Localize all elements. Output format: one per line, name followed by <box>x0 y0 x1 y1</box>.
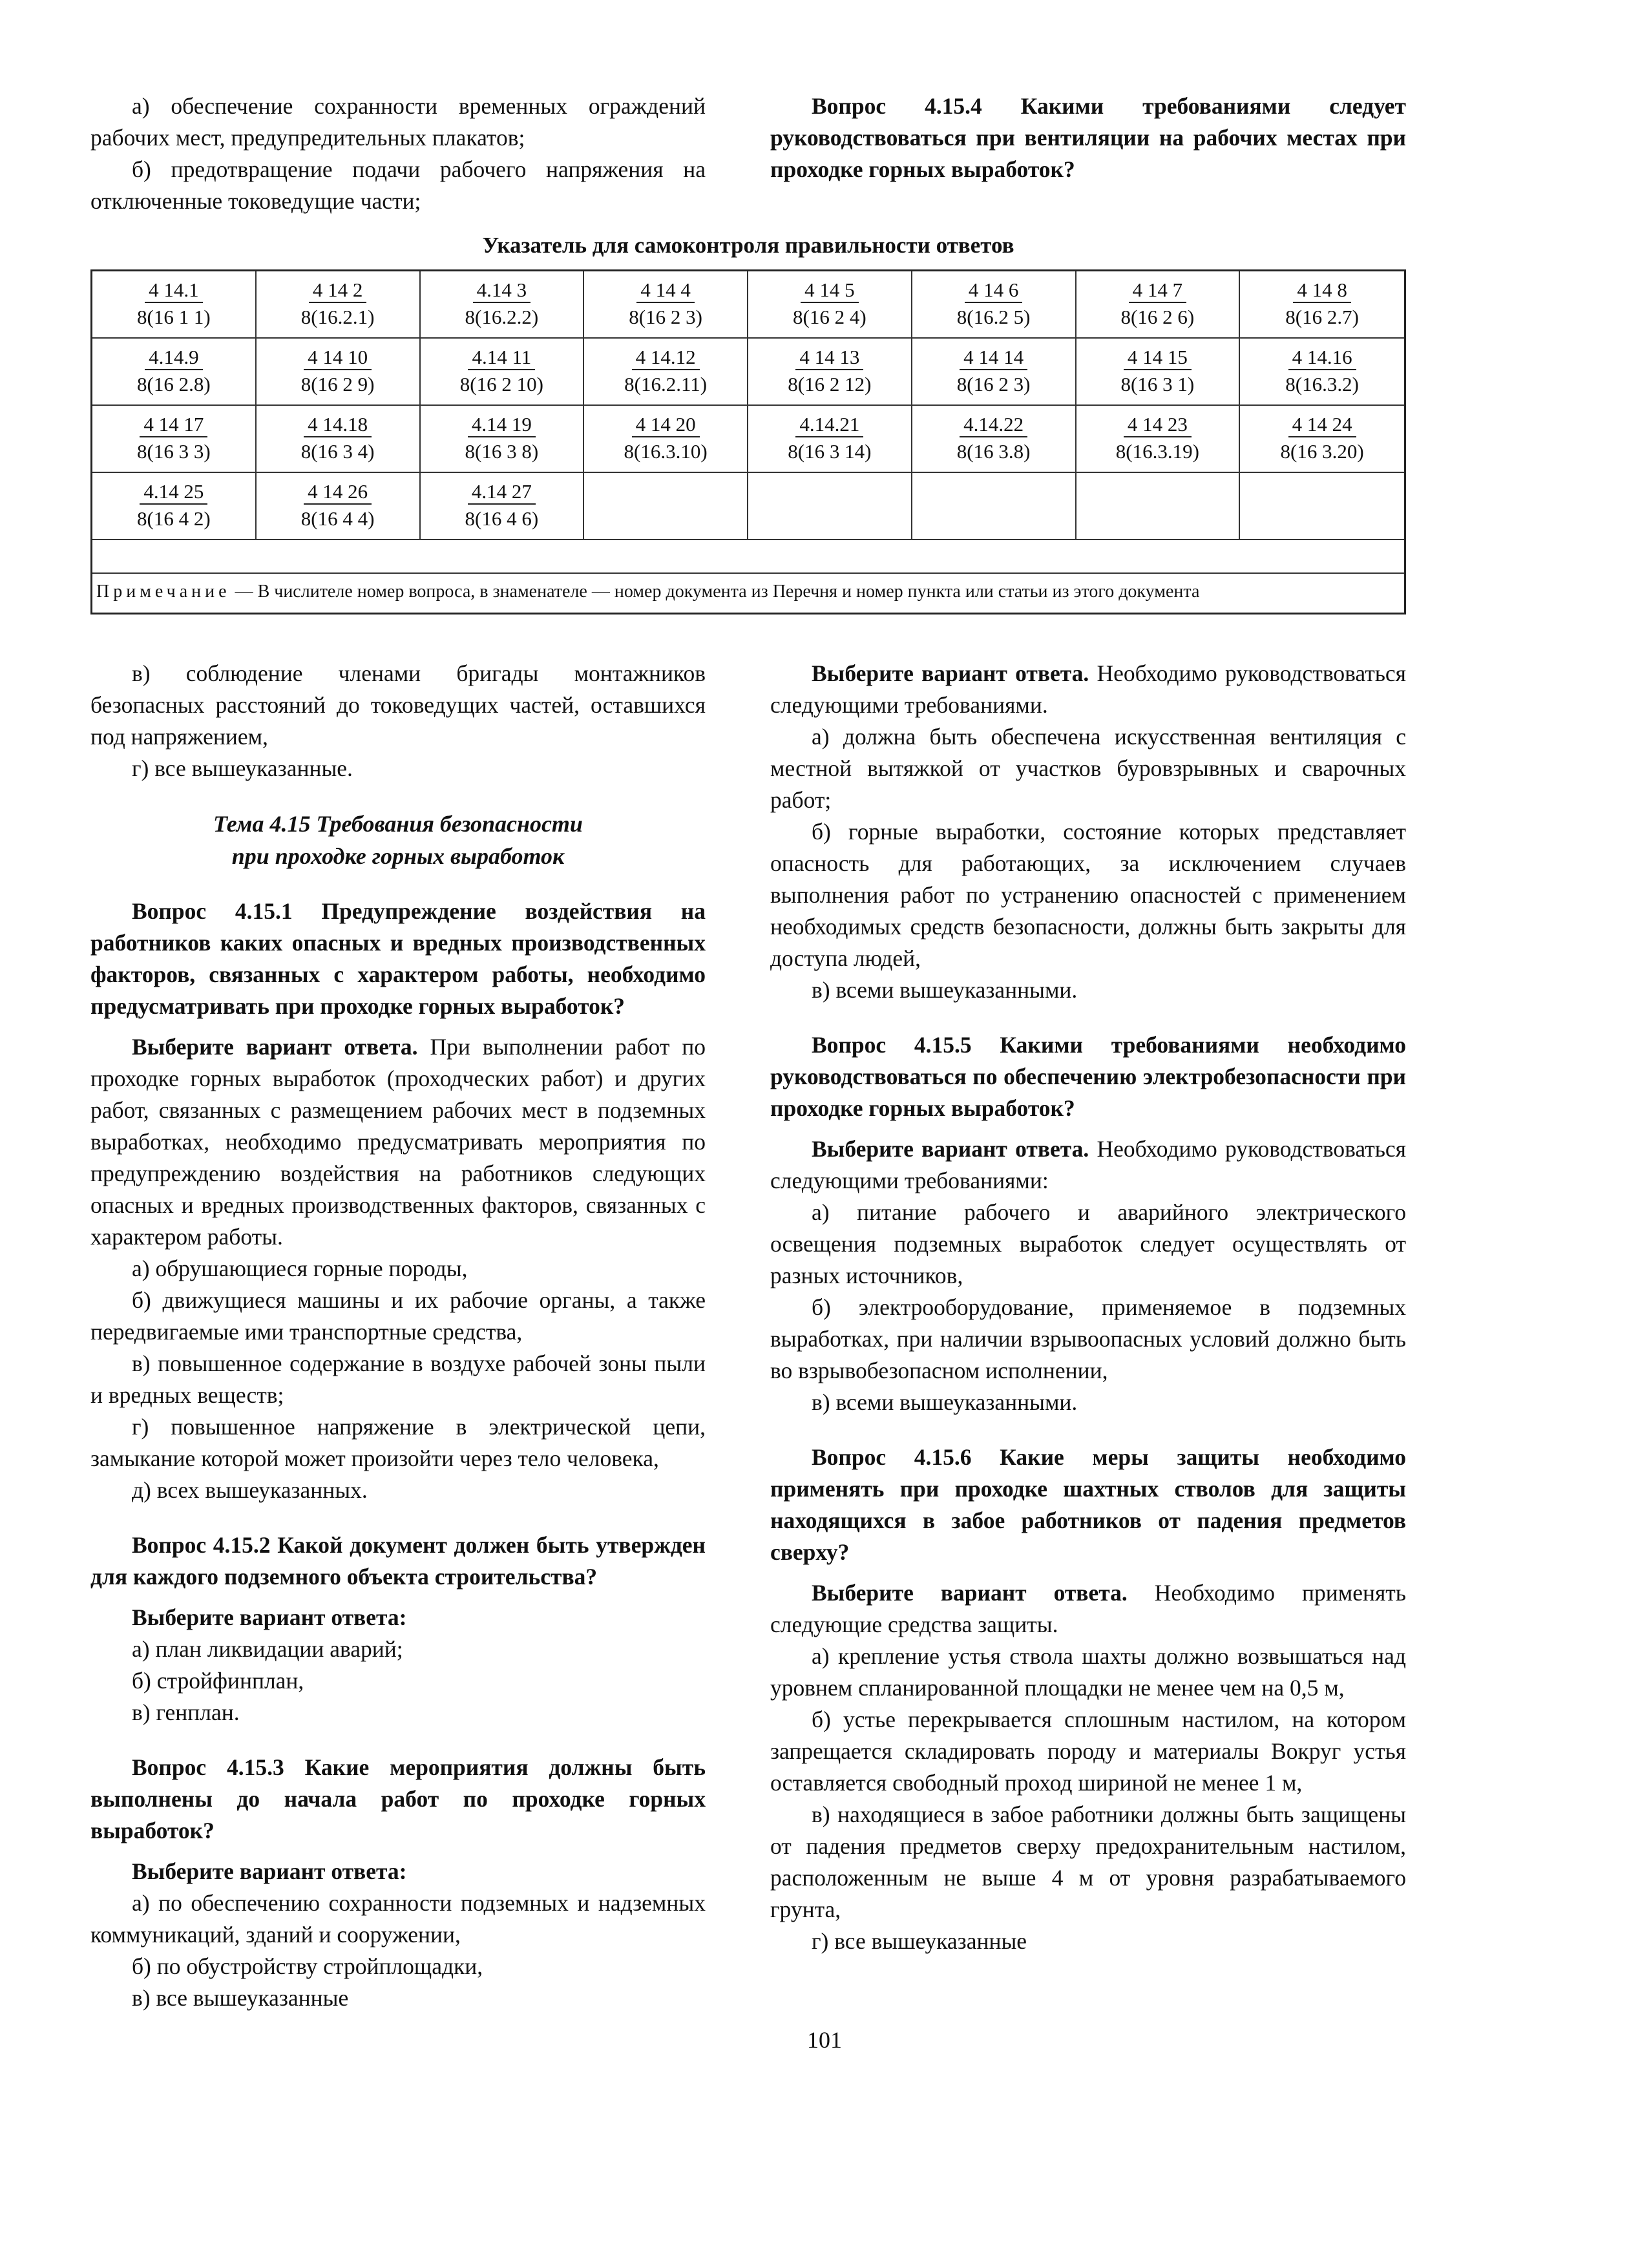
table-cell <box>421 406 585 473</box>
question-4-15-6: Вопрос 4.15.6 Какие меры защиты необходимо применять при проходке шахтных стволов для защиты находящихся в забое работников от падения предметов сверху? <box>770 1444 1406 1565</box>
question-number: 4 14 4 <box>636 278 695 303</box>
answer-lead: Выберите вариант ответа. <box>812 1580 1128 1606</box>
table-cell <box>92 473 257 540</box>
table-cell <box>912 473 1077 540</box>
table-cell <box>92 406 257 473</box>
document-reference: 8(16 3.8) <box>956 440 1031 463</box>
document-reference: 8(16 2.7) <box>1285 306 1359 328</box>
question-number: 4 14 14 <box>960 346 1027 370</box>
table-cell <box>92 339 257 406</box>
answer-text: При выполнении работ по проходке горных выработок (проходческих работ) и других работ, связанных с размещением рабочих мест в подземных выработках, необходимо предусматривать мероприятия по предупреждению воздействия на работников следующих опасных и вредных производственных факторов, связанных с характером работы. <box>90 1034 706 1250</box>
section-heading-line: при проходке горных выработок <box>231 843 565 869</box>
table-cell <box>257 271 421 339</box>
question-number: 4.14 25 <box>140 480 207 505</box>
paragraph: г) все вышеуказанные. <box>132 755 353 781</box>
answer-option: б) горные выработки, состояние которых представляет опасность для работающих, за исключением случаев выполнения работ по устранению опасностей с применением необходимых средств безопасности, должны быть закрыты для доступа людей, <box>770 819 1406 971</box>
document-reference: 8(16.3.2) <box>1285 373 1359 395</box>
answer-intro <box>770 658 1406 721</box>
table-cell <box>584 271 748 339</box>
question-4-15-1: Вопрос 4.15.1 Предупреждение воздействия на работников каких опасных и вредных производственных факторов, связанных с характером работы, необходимо предусматривать при проходке горных выработок? <box>90 898 706 1019</box>
answer-option: а) должна быть обеспечена искусственная вентиляция с местной вытяжкой от участков буровзрывных и сварочных работ; <box>770 724 1406 813</box>
document-reference: 8(16 3 14) <box>788 440 872 463</box>
question-number: 4.14 19 <box>468 413 536 437</box>
table-cell <box>257 406 421 473</box>
document-reference: 8(16 3 3) <box>137 440 211 463</box>
table-title: Указатель для самоконтроля правильности ответов <box>482 233 1014 258</box>
document-reference: 8(16 2 3) <box>629 306 702 328</box>
answer-lead: Выберите вариант ответа. <box>812 1136 1089 1162</box>
document-reference: 8(16 3 4) <box>300 440 375 463</box>
table-cell <box>584 339 748 406</box>
document-reference: 8(16.2.2) <box>465 306 539 328</box>
answer-option: б) движущиеся машины и их рабочие органы, а также передвигаемые ими транспортные средства, <box>90 1287 706 1345</box>
question-4-15-3: Вопрос 4.15.3 Какие мероприятия должны быть выполнены до начала работ по проходке горных выработок? <box>90 1754 706 1843</box>
question-number: 4.14 11 <box>468 346 535 370</box>
document-reference: 8(16.3.19) <box>1115 440 1199 463</box>
paragraph: б) предотвращение подачи рабочего напряжения на отключенные токоведущие части; <box>90 156 706 214</box>
answer-option: а) питание рабочего и аварийного электрического освещения подземных выработок следует осуществлять от разных источников, <box>770 1199 1406 1288</box>
answer-option: а) план ликвидации аварий; <box>132 1636 403 1662</box>
page-number: 101 <box>807 2027 842 2053</box>
note-label: Примечание <box>96 582 231 602</box>
table-cell <box>1240 271 1404 339</box>
bottom-right-column <box>770 658 1406 1957</box>
question-number: 4 14 2 <box>309 278 367 303</box>
question-number: 4 14.12 <box>632 346 700 370</box>
document-reference: 8(16 2 4) <box>793 306 867 328</box>
question-number: 4 14 15 <box>1124 346 1192 370</box>
section-heading-line: Тема 4.15 Требования безопасности <box>213 811 583 837</box>
table-cell <box>1240 339 1404 406</box>
document-reference: 8(16.2 5) <box>956 306 1031 328</box>
question-number: 4 14 10 <box>304 346 372 370</box>
question-number: 4 14 6 <box>965 278 1023 303</box>
table-cell <box>421 473 585 540</box>
answer-option: д) всех вышеуказанных. <box>132 1477 368 1503</box>
answer-intro <box>90 1856 706 1887</box>
question-number: 4.14.22 <box>960 413 1027 437</box>
bottom-left-column <box>90 658 706 2014</box>
document-reference: 8(16 2 9) <box>300 373 375 395</box>
document-reference: 8(16 4 2) <box>137 507 211 530</box>
table-cell <box>421 271 585 339</box>
question-number: 4 14 13 <box>795 346 863 370</box>
answer-option: а) крепление устья ствола шахты должно возвышаться над уровнем спланированной площадки не менее чем на 0,5 м, <box>770 1643 1406 1701</box>
answer-option: б) стройфинплан, <box>132 1668 304 1694</box>
answer-key-table <box>90 269 1406 614</box>
question-4-15-4: Вопрос 4.15.4 Какими требованиями следует руководствоваться при вентиляции на рабочих местах при проходке горных выработок? <box>770 93 1406 182</box>
answer-key-grid <box>92 271 1404 540</box>
question-4-15-5: Вопрос 4.15.5 Какими требованиями необходимо руководствоваться по обеспечению электробезопасности при проходке горных выработок? <box>770 1032 1406 1121</box>
answer-text: Необходимо руководствоваться следующими требованиями. <box>770 660 1407 718</box>
table-cell <box>421 339 585 406</box>
table-cell <box>1077 473 1241 540</box>
answer-intro <box>90 1031 706 1253</box>
answer-lead: Выберите вариант ответа: <box>132 1858 407 1884</box>
question-number: 4 14 17 <box>140 413 207 437</box>
answer-option: б) устье перекрывается сплошным настилом, на котором запрещается складировать породу и материалы Вокруг устья оставляется свободный проход шириной не менее 1 м, <box>770 1706 1406 1796</box>
answer-intro <box>90 1602 706 1633</box>
table-cell <box>912 271 1077 339</box>
question-number: 4 14 20 <box>632 413 700 437</box>
document-reference: 8(16 2 6) <box>1120 306 1195 328</box>
answer-lead: Выберите вариант ответа: <box>132 1604 407 1630</box>
answer-option: в) находящиеся в забое работники должны быть защищены от падения предметов сверху предохранительным настилом, расположенным не выше 4 м от уровня разрабатываемого грунта, <box>770 1801 1406 1922</box>
document-reference: 8(16.2.1) <box>300 306 375 328</box>
question-number: 4 14.1 <box>145 278 203 303</box>
document-reference: 8(16.2.11) <box>624 373 708 395</box>
answer-option: в) генплан. <box>132 1699 240 1725</box>
table-cell <box>1077 271 1241 339</box>
table-cell <box>748 473 912 540</box>
question-number: 4 14 23 <box>1124 413 1192 437</box>
answer-option: а) обрушающиеся горные породы, <box>132 1255 468 1281</box>
document-reference: 8(16 2 10) <box>459 373 543 395</box>
question-number: 4 14.16 <box>1288 346 1356 370</box>
table-cell <box>257 473 421 540</box>
table-cell <box>584 473 748 540</box>
document-reference: 8(16 1 1) <box>137 306 211 328</box>
table-cell <box>748 339 912 406</box>
answer-option: б) электрооборудование, применяемое в подземных выработках, при наличии взрывоопасных условий должно быть во взрывобезопасном исполнении, <box>770 1294 1406 1383</box>
answer-option: в) всеми вышеуказанными. <box>812 1389 1078 1415</box>
answer-option: б) по обустройству стройплощадки, <box>132 1953 483 1979</box>
document-reference: 8(16 4 4) <box>300 507 375 530</box>
question-number: 4 14 7 <box>1129 278 1187 303</box>
document-reference: 8(16 2 12) <box>788 373 872 395</box>
answer-option: а) по обеспечению сохранности подземных и надземных коммуникаций, зданий и сооружении, <box>90 1890 706 1948</box>
table-cell <box>257 339 421 406</box>
question-number: 4 14 8 <box>1293 278 1351 303</box>
question-number: 4 14.18 <box>304 413 372 437</box>
paragraph: в) соблюдение членами бригады монтажников безопасных расстояний до токоведущих частей, оставшихся под напряжением, <box>90 660 706 750</box>
section-heading <box>90 808 706 872</box>
document-reference: 8(16 4 6) <box>465 507 539 530</box>
answer-lead: Выберите вариант ответа. <box>132 1034 418 1060</box>
answer-option: г) повышенное напряжение в электрической цепи, замыкание которой может произойти через тело человека, <box>90 1414 706 1471</box>
top-left-column <box>90 90 706 217</box>
document-reference: 8(16.3.10) <box>624 440 708 463</box>
table-cell <box>748 271 912 339</box>
question-number: 4.14.9 <box>145 346 203 370</box>
table-cell <box>1077 339 1241 406</box>
answer-option: г) все вышеуказанные <box>812 1928 1027 1954</box>
document-reference: 8(16 3 1) <box>1120 373 1195 395</box>
paragraph: а) обеспечение сохранности временных ограждений рабочих мест, предупредительных плакатов; <box>90 93 706 151</box>
answer-text: Необходимо применять следующие средства защиты. <box>770 1580 1406 1637</box>
table-cell <box>1077 406 1241 473</box>
table-cell <box>1240 473 1404 540</box>
answer-intro <box>770 1133 1406 1197</box>
answer-intro <box>770 1577 1406 1641</box>
document-reference: 8(16 2 3) <box>956 373 1031 395</box>
table-cell <box>92 271 257 339</box>
top-right-column <box>770 90 1406 185</box>
question-4-15-2: Вопрос 4.15.2 Какой документ должен быть утвержден для каждого подземного объекта строительства? <box>90 1532 706 1590</box>
table-cell <box>748 406 912 473</box>
answer-option: в) все вышеуказанные <box>132 1985 349 2011</box>
document-reference: 8(16 2.8) <box>137 373 211 395</box>
table-spacer-row <box>92 540 1404 574</box>
answer-lead: Выберите вариант ответа. <box>812 660 1089 686</box>
answer-text: Необходимо руководствоваться следующими требованиями: <box>770 1136 1407 1193</box>
table-cell <box>912 406 1077 473</box>
answer-option: в) всеми вышеуказанными. <box>812 977 1078 1003</box>
table-cell <box>912 339 1077 406</box>
note-text: — В числителе номер вопроса, в знаменателе — номер документа из Перечня и номер пункта или статьи из этого документа <box>230 582 1200 602</box>
question-number: 4 14 26 <box>304 480 372 505</box>
table-note <box>92 574 1404 613</box>
document-reference: 8(16 3.20) <box>1280 440 1364 463</box>
document-reference: 8(16 3 8) <box>465 440 539 463</box>
answer-option: в) повышенное содержание в воздухе рабочей зоны пыли и вредных веществ; <box>90 1350 706 1408</box>
question-number: 4.14.21 <box>795 413 863 437</box>
question-number: 4 14 24 <box>1288 413 1356 437</box>
table-cell <box>584 406 748 473</box>
question-number: 4 14 5 <box>801 278 859 303</box>
question-number: 4.14 27 <box>468 480 536 505</box>
table-cell <box>1240 406 1404 473</box>
question-number: 4.14 3 <box>473 278 531 303</box>
